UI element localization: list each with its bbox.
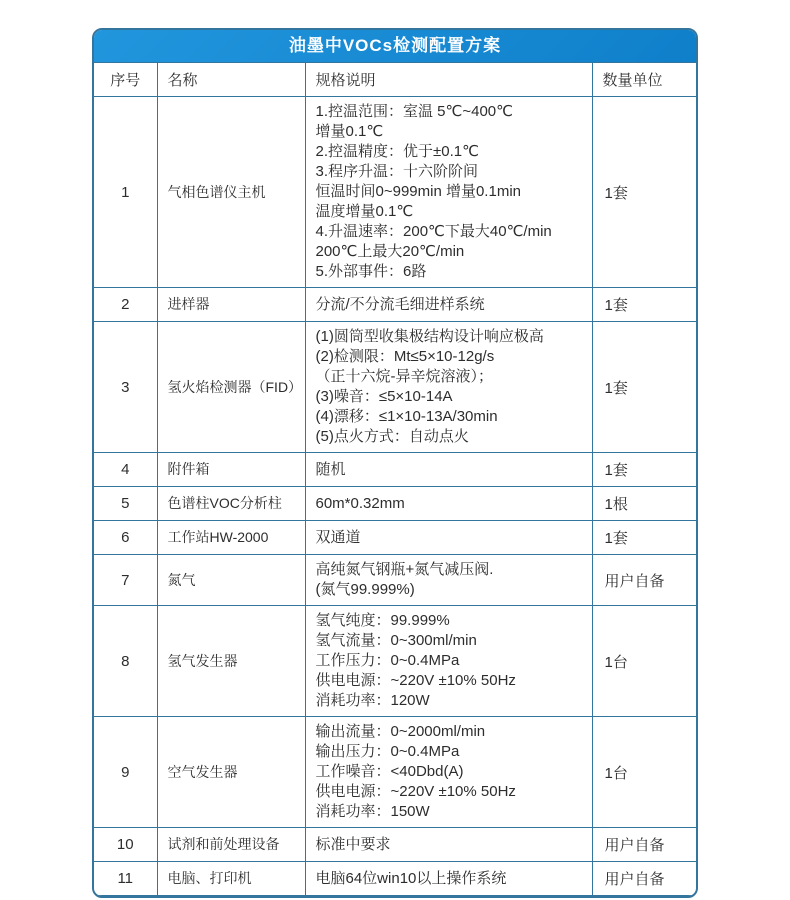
cell-spec (305, 487, 592, 521)
spec-line: 恒温时间0~999min 增量0.1min (315, 183, 521, 200)
spec-line: 4.升温速率：200℃下最大40℃/min (315, 223, 552, 240)
spec-line: (3)噪音：≤5×10-14A (315, 388, 453, 405)
cell-name: 空气发生器 (157, 717, 305, 828)
spec-table (94, 62, 696, 896)
column-header-spec: 规格说明 (305, 63, 592, 97)
table-row (94, 288, 696, 322)
spec-line: 5.外部事件：6路 (315, 263, 427, 280)
table-row (94, 97, 696, 288)
column-header-name: 名称 (157, 63, 305, 97)
cell-qty: 1套 (592, 97, 696, 288)
table-row (94, 717, 696, 828)
spec-line: 随机 (315, 460, 346, 478)
cell-qty: 1台 (592, 717, 696, 828)
spec-line: 输出流量：0~2000ml/min (315, 723, 486, 740)
cell-name: 氢气发生器 (157, 606, 305, 717)
spec-line: (氮气99.999%) (315, 581, 415, 598)
cell-spec (305, 322, 592, 453)
cell-qty: 1台 (592, 606, 696, 717)
spec-line: 工作压力：0~0.4MPa (315, 652, 460, 669)
spec-line: 分流/不分流毛细进样系统 (315, 295, 485, 313)
table-header (94, 63, 696, 97)
spec-line: 消耗功率：120W (315, 692, 430, 709)
spec-line: 工作噪音：<40Dbd(A) (315, 763, 464, 780)
cell-index: 7 (94, 555, 157, 606)
cell-spec (305, 288, 592, 322)
table-row (94, 453, 696, 487)
spec-line: 双通道 (315, 528, 361, 546)
cell-name: 电脑、打印机 (157, 862, 305, 896)
cell-spec (305, 862, 592, 896)
cell-spec (305, 97, 592, 288)
table-row (94, 862, 696, 896)
cell-index: 6 (94, 521, 157, 555)
spec-line: (2)检测限：Mt≤5×10-12g/s (315, 348, 495, 365)
table-row (94, 606, 696, 717)
spec-line: 电脑64位win10以上操作系统 (315, 869, 507, 887)
cell-name: 进样器 (157, 288, 305, 322)
spec-line: 200℃上最大20℃/min (315, 243, 465, 260)
spec-line: 消耗功率：150W (315, 803, 430, 820)
cell-name: 试剂和前处理设备 (157, 828, 305, 862)
cell-spec (305, 717, 592, 828)
table-row (94, 555, 696, 606)
spec-line: 增量0.1℃ (315, 123, 384, 140)
column-header-qty: 数量单位 (592, 63, 696, 97)
spec-line: 高纯氮气钢瓶+氮气减压阀. (315, 561, 494, 578)
cell-spec (305, 521, 592, 555)
table-row (94, 521, 696, 555)
column-header-index: 序号 (94, 63, 157, 97)
spec-line: （正十六烷-异辛烷溶液）； (315, 368, 493, 385)
spec-line: 供电电源：~220V ±10% 50Hz (315, 783, 516, 800)
cell-qty: 1套 (592, 453, 696, 487)
header-row (94, 63, 696, 97)
spec-line: 输出压力：0~0.4MPa (315, 743, 460, 760)
voc-config-table-frame (92, 28, 698, 898)
cell-index: 4 (94, 453, 157, 487)
spec-line: (1)圆筒型收集极结构设计响应极高 (315, 328, 544, 345)
cell-name: 气相色谱仪主机 (157, 97, 305, 288)
cell-index: 1 (94, 97, 157, 288)
cell-spec (305, 555, 592, 606)
spec-line: 1.控温范围：室温 5℃~400℃ (315, 103, 513, 120)
cell-spec (305, 453, 592, 487)
cell-index: 2 (94, 288, 157, 322)
spec-line: 2.控温精度：优于±0.1℃ (315, 143, 479, 160)
cell-qty: 用户自备 (592, 555, 696, 606)
page-title: 油墨中VOCs检测配置方案 (94, 30, 696, 62)
cell-qty: 用户自备 (592, 862, 696, 896)
cell-index: 10 (94, 828, 157, 862)
table-row (94, 322, 696, 453)
cell-qty: 1套 (592, 288, 696, 322)
table-row (94, 487, 696, 521)
cell-spec (305, 828, 592, 862)
spec-line: 温度增量0.1℃ (315, 203, 414, 220)
spec-line: 60m*0.32mm (315, 494, 405, 512)
cell-qty: 1套 (592, 322, 696, 453)
cell-index: 9 (94, 717, 157, 828)
spec-line: (5)点火方式：自动点火 (315, 428, 469, 445)
table-row (94, 828, 696, 862)
cell-spec (305, 606, 592, 717)
spec-line: 供电电源：~220V ±10% 50Hz (315, 672, 516, 689)
cell-name: 氢火焰检测器（FID） (157, 322, 305, 453)
cell-qty: 用户自备 (592, 828, 696, 862)
cell-index: 8 (94, 606, 157, 717)
table-body (94, 97, 696, 896)
spec-line: 氢气纯度：99.999% (315, 612, 450, 629)
cell-index: 5 (94, 487, 157, 521)
cell-name: 附件箱 (157, 453, 305, 487)
cell-name: 色谱柱VOC分析柱 (157, 487, 305, 521)
cell-index: 11 (94, 862, 157, 896)
cell-name: 工作站HW-2000 (157, 521, 305, 555)
cell-qty: 1套 (592, 521, 696, 555)
spec-line: 标准中要求 (315, 835, 391, 853)
cell-name: 氮气 (157, 555, 305, 606)
spec-line: 氢气流量：0~300ml/min (315, 632, 477, 649)
cell-index: 3 (94, 322, 157, 453)
cell-qty: 1根 (592, 487, 696, 521)
spec-line: 3.程序升温：十六阶阶间 (315, 163, 479, 180)
spec-line: (4)漂移：≤1×10-13A/30min (315, 408, 498, 425)
